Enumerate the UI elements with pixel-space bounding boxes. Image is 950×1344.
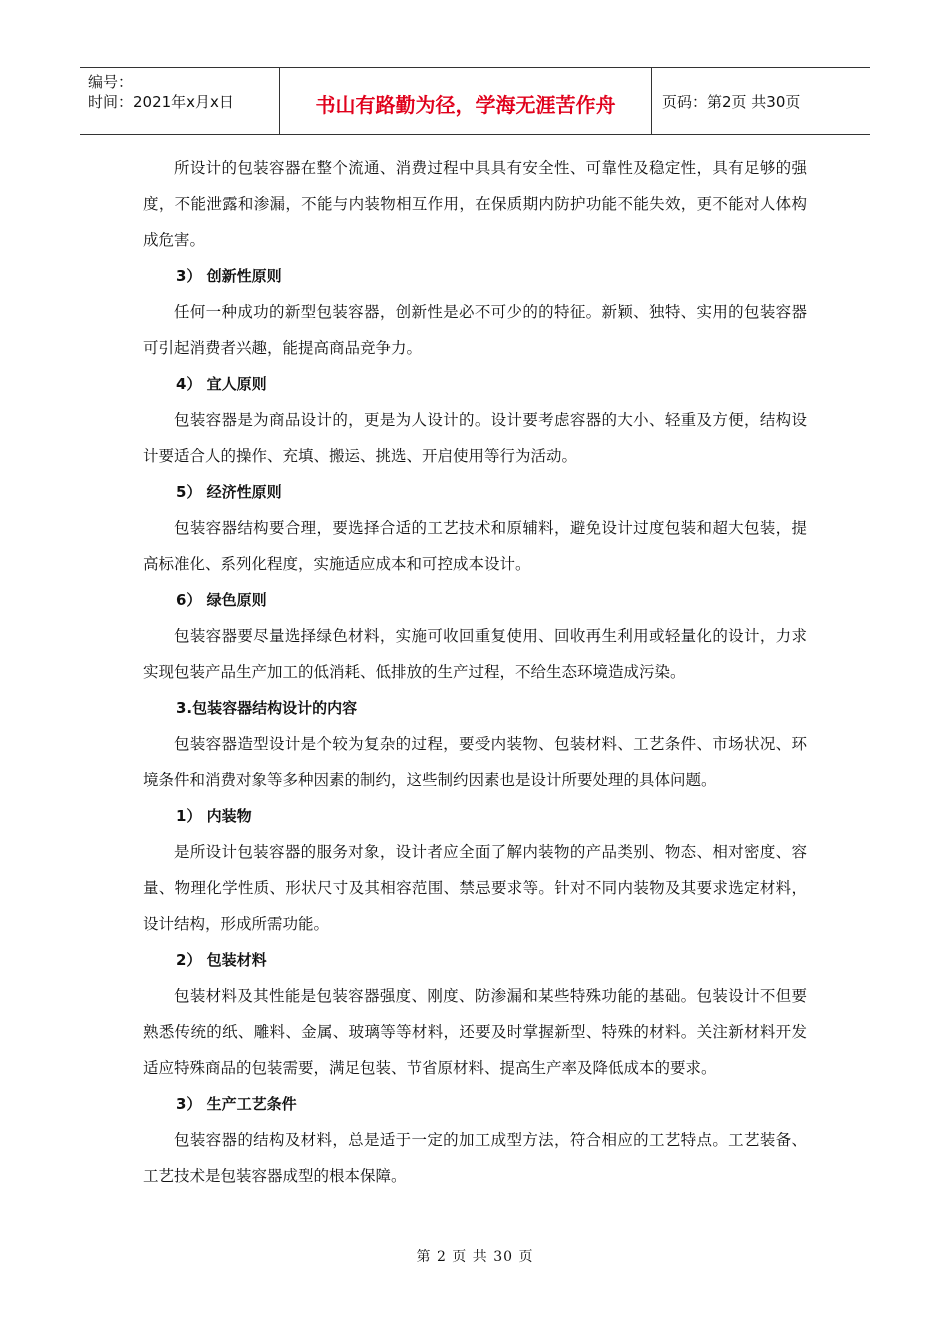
section-heading: 5） 经济性原则	[176, 483, 282, 501]
paragraph: 包装容器结构要合理，要选择合适的工艺技术和原辅料，避免设计过度包装和超大包装，提高标准化、系列化程度，实施适应成本和可控成本设计。	[143, 519, 807, 573]
paragraph: 包装容器造型设计是个较为复杂的过程，要受内装物、包装材料、工艺条件、市场状况、环境条件和消费对象等多种因素的制约，这些制约因素也是设计所要处理的具体问题。	[143, 735, 807, 789]
section-heading: 1） 内装物	[176, 807, 252, 825]
document-header	[80, 67, 870, 135]
paragraph: 包装材料及其性能是包装容器强度、刚度、防渗漏和某些特殊功能的基础。包装设计不但要熟悉传统的纸、雕料、金属、玻璃等等材料，还要及时掌握新型、特殊的材料。关注新材料开发适应特殊商品的包装需要，满足包装、节省原材料、提高生产率及降低成本的要求。	[143, 987, 807, 1077]
paragraph: 所设计的包装容器在整个流通、消费过程中具具有安全性、可靠性及稳定性，具有足够的强度，不能泄露和渗漏，不能与内装物相互作用，在保质期内防护功能不能失效，更不能对人体构成危害。	[143, 159, 807, 249]
header-meta-cell	[80, 68, 280, 134]
document-number-label: 编号：	[88, 73, 134, 91]
section-heading: 6） 绿色原则	[176, 591, 267, 609]
section-heading: 3） 生产工艺条件	[176, 1095, 297, 1113]
paragraph: 包装容器要尽量选择绿色材料，实施可收回重复使用、回收再生利用或轻量化的设计，力求实现包装产品生产加工的低消耗、低排放的生产过程，不给生态环境造成污染。	[143, 627, 807, 681]
section-heading: 2） 包装材料	[176, 951, 267, 969]
section-heading: 3.包装容器结构设计的内容	[176, 699, 358, 717]
paragraph: 包装容器是为商品设计的，更是为人设计的。设计要考虑容器的大小、轻重及方便，结构设计要适合人的操作、充填、搬运、挑选、开启使用等行为活动。	[143, 411, 807, 465]
section-heading: 4） 宜人原则	[176, 375, 267, 393]
paragraph: 任何一种成功的新型包装容器，创新性是必不可少的的特征。新颖、独特、实用的包装容器可引起消费者兴趣，能提高商品竞争力。	[143, 303, 807, 357]
header-page-info: 页码：第2页 共30页	[662, 92, 801, 111]
page-footer: 第 2 页 共 30 页	[416, 1249, 534, 1265]
paragraph: 包装容器的结构及材料，总是适于一定的加工成型方法，符合相应的工艺特点。工艺装备、工艺技术是包装容器成型的根本保障。	[143, 1131, 807, 1185]
document-body	[143, 150, 807, 1194]
paragraph: 是所设计包装容器的服务对象，设计者应全面了解内装物的产品类别、物态、相对密度、容量、物理化学性质、形状尺寸及其相容范围、禁忌要求等。针对不同内装物及其要求选定材料，设计结构，形成所需功能。	[143, 843, 807, 933]
header-motto: 书山有路勤为径，学海无涯苦作舟	[280, 68, 652, 134]
document-time-label: 时间：2021年x月x日	[88, 93, 234, 111]
section-heading: 3） 创新性原则	[176, 267, 282, 285]
